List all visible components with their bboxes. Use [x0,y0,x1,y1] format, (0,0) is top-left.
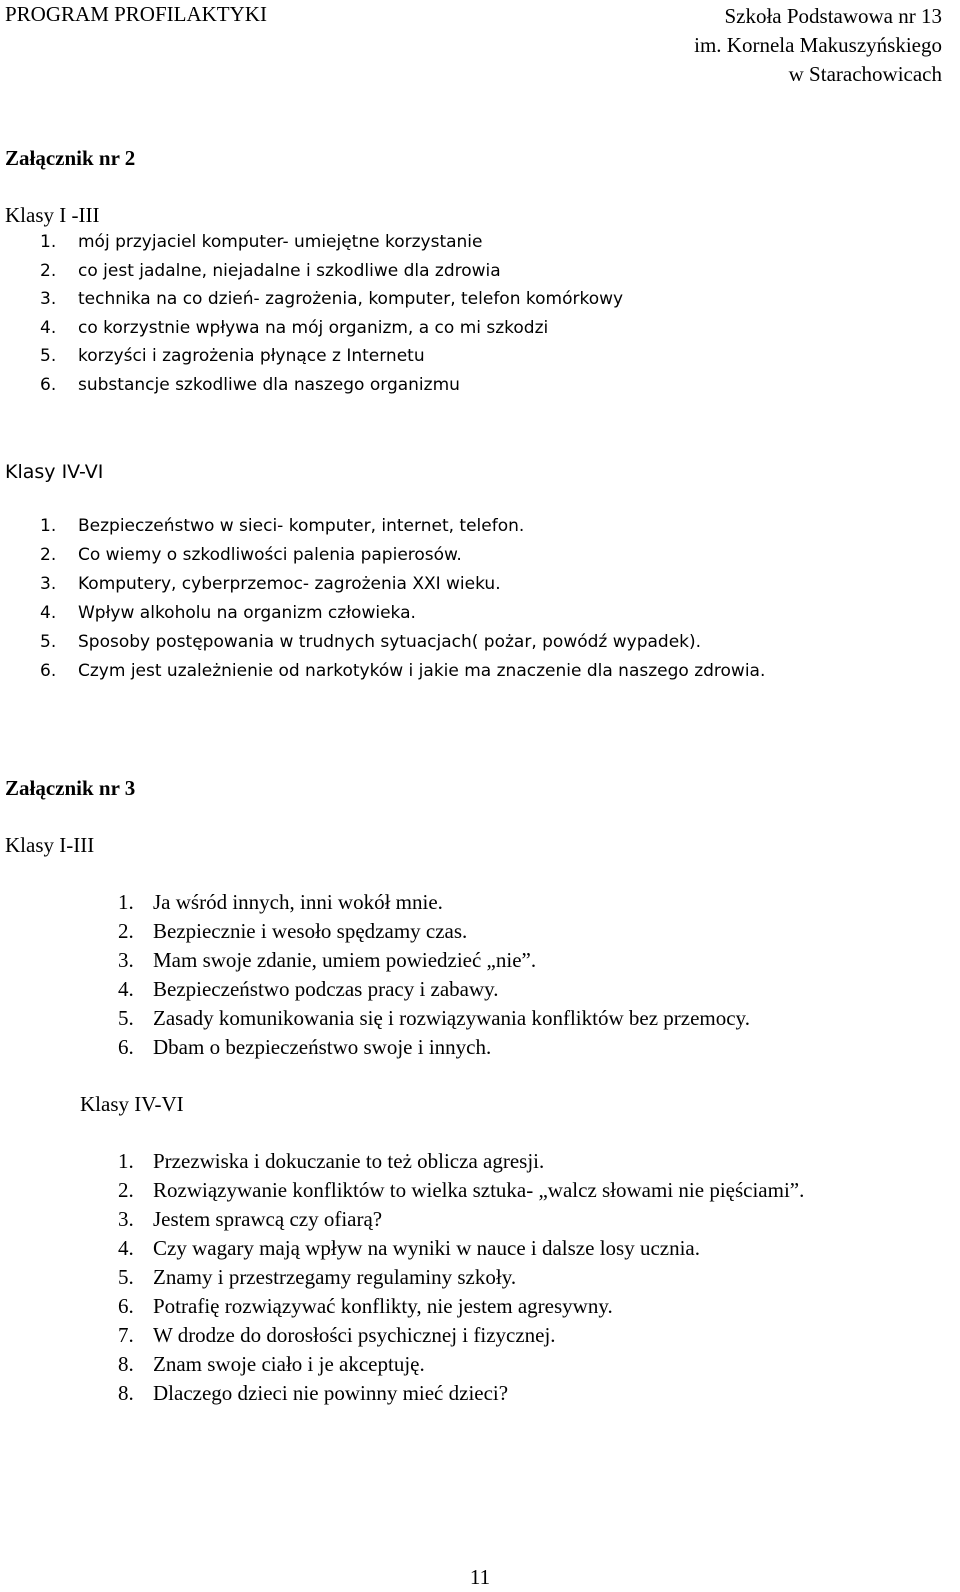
list-item-number: 6. [40,374,57,395]
list-item-text: Bezpieczeństwo w sieci- komputer, internet, telefon. [78,516,525,536]
school-line: Szkoła Podstawowa nr 13 [724,4,942,28]
list-item-text: Dlaczego dzieci nie powinny mieć dzieci? [153,1381,509,1405]
list-item-number: 3. [118,1207,134,1231]
list-item-number: 5. [118,1006,134,1030]
list-item-number: 5. [118,1265,134,1289]
annex-2-group-1-label: Klasy I -III [5,203,100,227]
school-line: w Starachowicach [788,62,942,86]
list-item-text: Znamy i przestrzegamy regulaminy szkoły. [153,1265,517,1289]
annex-2-group-2-label: Klasy IV-VI [5,461,104,483]
school-line: im. Kornela Makuszyńskiego [694,33,942,57]
list-item-text: Znam swoje ciało i je akceptuję. [153,1352,425,1376]
list-item-number: 2. [40,545,57,565]
list-item-text: Co wiemy o szkodliwości palenia papierosów. [78,545,462,565]
list-item-number: 4. [40,603,57,623]
list-item-number: 3. [40,574,57,594]
list-item-text: substancje szkodliwe dla naszego organizmu [78,374,460,395]
list-item-number: 6. [118,1294,134,1318]
list-item-number: 7. [118,1323,134,1347]
list-item-number: 4. [118,977,134,1001]
list-item-number: 3. [40,289,57,309]
list-item-number: 6. [40,661,57,681]
list-item-text: Dbam o bezpieczeństwo swoje i innych. [153,1035,492,1059]
list-item-number: 1. [118,890,134,914]
annex-3-title: Załącznik nr 3 [5,776,136,800]
list-item-text: Czy wagary mają wpływ na wyniki w nauce i dalsze losy ucznia. [153,1236,700,1260]
list-item-number: 4. [40,317,57,338]
page-number: 11 [469,1565,491,1589]
list-item-number: 8. [118,1352,134,1376]
annex-3-group-2-label: Klasy IV-VI [80,1092,184,1116]
list-item-number: 3. [118,948,134,972]
list-item-text: technika na co dzień- zagrożenia, komputer, telefon komórkowy [78,289,624,309]
list-item-text: Wpływ alkoholu na organizm człowieka. [78,603,416,623]
list-item-number: 6. [118,1035,134,1059]
list-item-text: Bezpieczeństwo podczas pracy i zabawy. [153,977,499,1001]
list-item-text: co korzystnie wpływa na mój organizm, a co mi szkodzi [78,317,549,338]
list-item-text: W drodze do dorosłości psychicznej i fizycznej. [153,1323,556,1347]
annex-2-title: Załącznik nr 2 [5,146,136,170]
list-item-text: Ja wśród innych, inni wokół mnie. [153,890,443,914]
list-item-text: Sposoby postępowania w trudnych sytuacjach( pożar, powódź wypadek). [78,632,702,652]
list-item-number: 8. [118,1381,134,1405]
school-name [694,2,942,89]
list-item-text: Czym jest uzależnienie od narkotyków i jakie ma znaczenie dla naszego zdrowia. [78,661,766,681]
list-item-text: Przezwiska i dokuczanie to też oblicza agresji. [153,1149,545,1173]
list-item-number: 5. [40,346,57,366]
list-item-number: 4. [118,1236,134,1260]
list-item-number: 1. [118,1149,134,1173]
list-item-text: co jest jadalne, niejadalne i szkodliwe dla zdrowia [78,260,501,281]
list-item-text: Rozwiązywanie konfliktów to wielka sztuka- „walcz słowami nie pięściami”. [153,1178,805,1202]
list-item-number: 2. [118,919,134,943]
list-item-number: 5. [40,632,57,652]
list-item-number: 2. [40,260,57,281]
list-item-text: Potrafię rozwiązywać konflikty, nie jestem agresywny. [153,1294,613,1318]
annex-3-group-1-label: Klasy I-III [5,833,95,857]
list-item-text: mój przyjaciel komputer- umiejętne korzystanie [78,232,483,252]
list-item-text: Bezpiecznie i wesoło spędzamy czas. [153,919,468,943]
list-item-number: 1. [40,232,57,252]
list-item-text: korzyści i zagrożenia płynące z Internetu [78,346,425,366]
list-item-text: Mam swoje zdanie, umiem powiedzieć „nie”. [153,948,537,972]
list-item-number: 1. [40,516,57,536]
list-item-number: 2. [118,1178,134,1202]
list-item-text: Komputery, cyberprzemoc- zagrożenia XXI wieku. [78,574,501,594]
list-item-text: Jestem sprawcą czy ofiarą? [153,1207,383,1231]
list-item-text: Zasady komunikowania się i rozwiązywania konfliktów bez przemocy. [153,1006,750,1030]
program-title: PROGRAM PROFILAKTYKI [5,2,267,26]
